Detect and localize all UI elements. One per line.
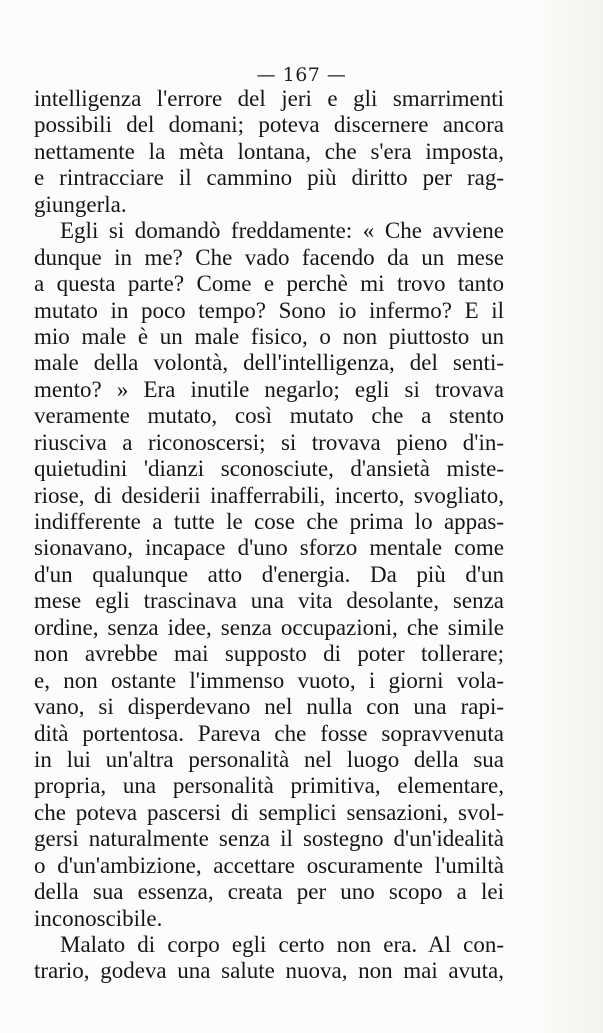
text-line: indifferente a tutte le cose che prima lo appas- (34, 509, 504, 534)
text-line: dunque in me? Che vado facendo da un mese (34, 244, 504, 270)
text-line: in lui un'altra personalità nel luogo della sua (34, 746, 504, 772)
text-line: inconoscibile. (34, 905, 163, 931)
text-line: riose, di desiderii inafferrabili, incerto, svogliato, (34, 482, 504, 508)
page-number: — 167 — (256, 64, 347, 86)
text-line: nettamente la mèta lontana, che s'era imposta, (34, 138, 504, 164)
text-line: Malato di corpo egli certo non era. Al con- (60, 932, 504, 957)
text-line: gersi naturalmente senza il sostegno d'un'idealità (34, 826, 504, 852)
text-line: dità portentosa. Pareva che fosse sopravvenuta (34, 720, 504, 746)
text-line: a questa parte? Come e perchè mi trovo tanto (34, 271, 504, 297)
text-line: trario, godeva una salute nuova, non mai avuta, (34, 958, 504, 984)
text-line: sionavano, incapace d'uno sforzo mentale come (34, 535, 504, 561)
text-line: Egli si domandò freddamente: « Che avviene (60, 218, 504, 244)
text-line: mento? » Era inutile negarlo; egli si trovava (34, 376, 504, 402)
body-text (34, 86, 504, 985)
text-line: mio male è un male fisico, o non piuttosto un (34, 323, 504, 349)
text-line: possibili del domani; poteva discernere ancora (34, 112, 504, 138)
text-line: intelligenza l'errore del jeri e gli smarrimenti (34, 86, 504, 111)
text-line: ordine, senza idee, senza occupazioni, che simile (34, 614, 504, 640)
text-line: propria, una personalità primitiva, elementare, (34, 773, 504, 799)
text-line: della sua essenza, creata per uno scopo a lei (34, 879, 504, 905)
text-line: e rintracciare il cammino più diritto per rag- (34, 165, 504, 191)
text-line: d'un qualunque atto d'energia. Da più d'un (34, 561, 504, 587)
text-line: mutato in poco tempo? Sono io infermo? E il (34, 297, 504, 323)
text-line: giungerla. (34, 191, 127, 217)
text-line: mese egli trascinava una vita desolante, senza (34, 588, 504, 614)
text-line: quietudini 'dianzi sconosciute, d'ansietà miste- (34, 456, 504, 482)
text-line: vano, si disperdevano nel nulla con una rapi- (34, 694, 504, 720)
text-line: non avrebbe mai supposto di poter tollerare; (34, 641, 504, 667)
text-line: e, non ostante l'immenso vuoto, i giorni vola- (34, 667, 504, 693)
text-line: veramente mutato, così mutato che a stento (34, 403, 504, 429)
text-line: che poteva pascersi di semplici sensazioni, svol- (34, 799, 504, 825)
text-line: male della volontà, dell'intelligenza, del senti- (34, 350, 504, 376)
text-line: o d'un'ambizione, accettare oscuramente l'umiltà (34, 852, 504, 878)
text-line: riusciva a riconoscersi; si trovava pieno d'in- (34, 429, 504, 455)
